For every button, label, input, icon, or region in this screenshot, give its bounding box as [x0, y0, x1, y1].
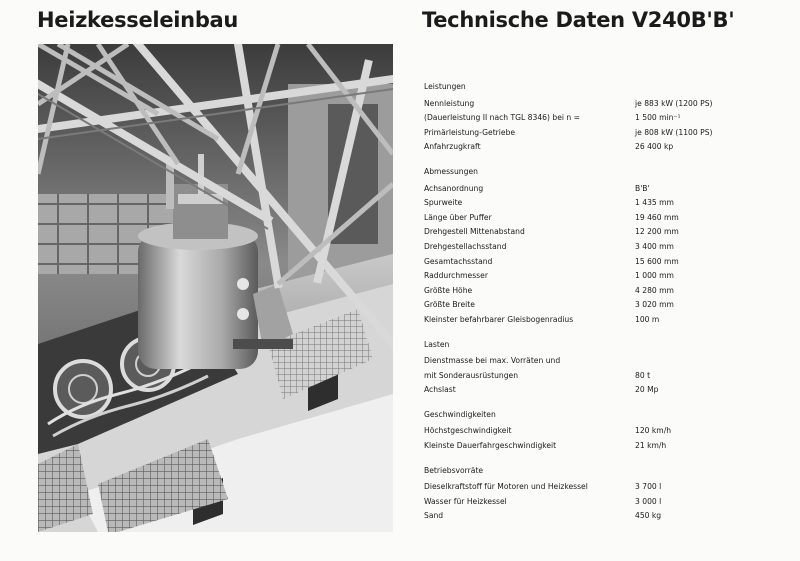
spec-row: [424, 383, 784, 398]
spec-value: 3 400 mm: [635, 241, 674, 251]
spec-label: Dieselkraftstoff für Motoren und Heizkessel: [424, 482, 588, 492]
boiler-installation-photo: [38, 44, 393, 532]
spec-label: Achsanordnung: [424, 183, 484, 193]
spec-value: 1 000 mm: [635, 271, 674, 281]
spec-row: [424, 424, 784, 439]
spec-row: [424, 140, 784, 155]
spec-value: 100 m: [635, 314, 660, 324]
spec-row: [424, 313, 784, 328]
spec-label: Achslast: [424, 385, 456, 395]
spec-label: Nennleistung: [424, 98, 475, 108]
spec-row: [424, 126, 784, 141]
spec-row: [424, 97, 784, 112]
spec-value: 1 500 min⁻¹: [635, 113, 681, 123]
section-betriebsvorraete: [424, 464, 784, 524]
spec-label-line: mit Sonderausrüstungen: [424, 370, 519, 380]
section-title: Geschwindigkeiten: [424, 409, 496, 419]
spec-label: Sand: [424, 511, 444, 521]
spec-row: [424, 480, 784, 495]
section-leistungen: [424, 80, 784, 155]
spec-label: Länge über Puffer: [424, 212, 492, 222]
spec-label-line: Dienstmasse bei max. Vorräten und: [424, 356, 561, 366]
spec-label: Kleinster befahrbarer Gleisbogenradius: [424, 314, 574, 324]
spec-row: [424, 240, 784, 255]
spec-row: [424, 196, 784, 211]
spec-value: 450 kg: [635, 511, 662, 521]
spec-value: 80 t: [635, 370, 651, 380]
spec-label: Wasser für Heizkessel: [424, 496, 507, 506]
photo-title: Heizkesseleinbau: [37, 8, 239, 32]
spec-row: [424, 111, 784, 126]
section-title: Abmessungen: [424, 166, 478, 176]
spec-value: 19 460 mm: [635, 212, 679, 222]
spec-value: 120 km/h: [635, 426, 672, 436]
spec-row: [424, 439, 784, 454]
spec-value: B'B': [635, 183, 650, 193]
spec-row: [424, 509, 784, 524]
spec-label: Drehgestellachsstand: [424, 241, 507, 251]
section-lasten: [424, 338, 784, 398]
spec-value: je 883 kW (1200 PS): [635, 98, 713, 108]
spec-label: Primärleistung-Getriebe: [424, 127, 516, 137]
spec-value: 12 200 mm: [635, 227, 679, 237]
spec-row: [424, 225, 784, 240]
spec-value: 20 Mp: [635, 385, 659, 395]
spec-row: [424, 298, 784, 313]
spec-row: [424, 284, 784, 299]
section-abmessungen: [424, 165, 784, 328]
spec-value: 21 km/h: [635, 441, 667, 451]
technical-data: [424, 80, 784, 534]
spec-label: Größte Höhe: [424, 285, 473, 295]
section-geschwindigkeiten: [424, 408, 784, 454]
specs-title: Technische Daten V240B'B': [422, 8, 735, 32]
spec-row: [424, 269, 784, 284]
spec-label: Größte Breite: [424, 300, 475, 310]
spec-value: 3 020 mm: [635, 300, 674, 310]
spec-row: [424, 211, 784, 226]
spec-label: [424, 354, 635, 383]
spec-row: [424, 495, 784, 510]
section-title: Leistungen: [424, 82, 466, 91]
spec-label: Raddurchmesser: [424, 271, 488, 281]
spec-value: 26 400 kp: [635, 142, 674, 152]
spec-label: Gesamtachsstand: [424, 256, 493, 266]
spec-value: 3 700 l: [635, 482, 662, 492]
spec-value: 4 280 mm: [635, 285, 674, 295]
spec-label: Spurweite: [424, 198, 463, 208]
spec-row: [424, 255, 784, 270]
section-title: Lasten: [424, 339, 450, 349]
spec-row: [424, 182, 784, 197]
spec-label: Drehgestell Mittenabstand: [424, 227, 525, 237]
spec-label: (Dauerleistung II nach TGL 8346) bei n =: [424, 113, 580, 123]
spec-label: Anfahrzugkraft: [424, 142, 481, 152]
spec-value: je 808 kW (1100 PS): [635, 127, 713, 137]
spec-label: Höchstgeschwindigkeit: [424, 426, 512, 436]
spec-row: [424, 354, 784, 383]
spec-label: Kleinste Dauerfahrgeschwindigkeit: [424, 441, 557, 451]
spec-value: 15 600 mm: [635, 256, 679, 266]
spec-value: 3 000 l: [635, 496, 662, 506]
section-title: Betriebsvorräte: [424, 465, 484, 475]
spec-value: 1 435 mm: [635, 198, 674, 208]
